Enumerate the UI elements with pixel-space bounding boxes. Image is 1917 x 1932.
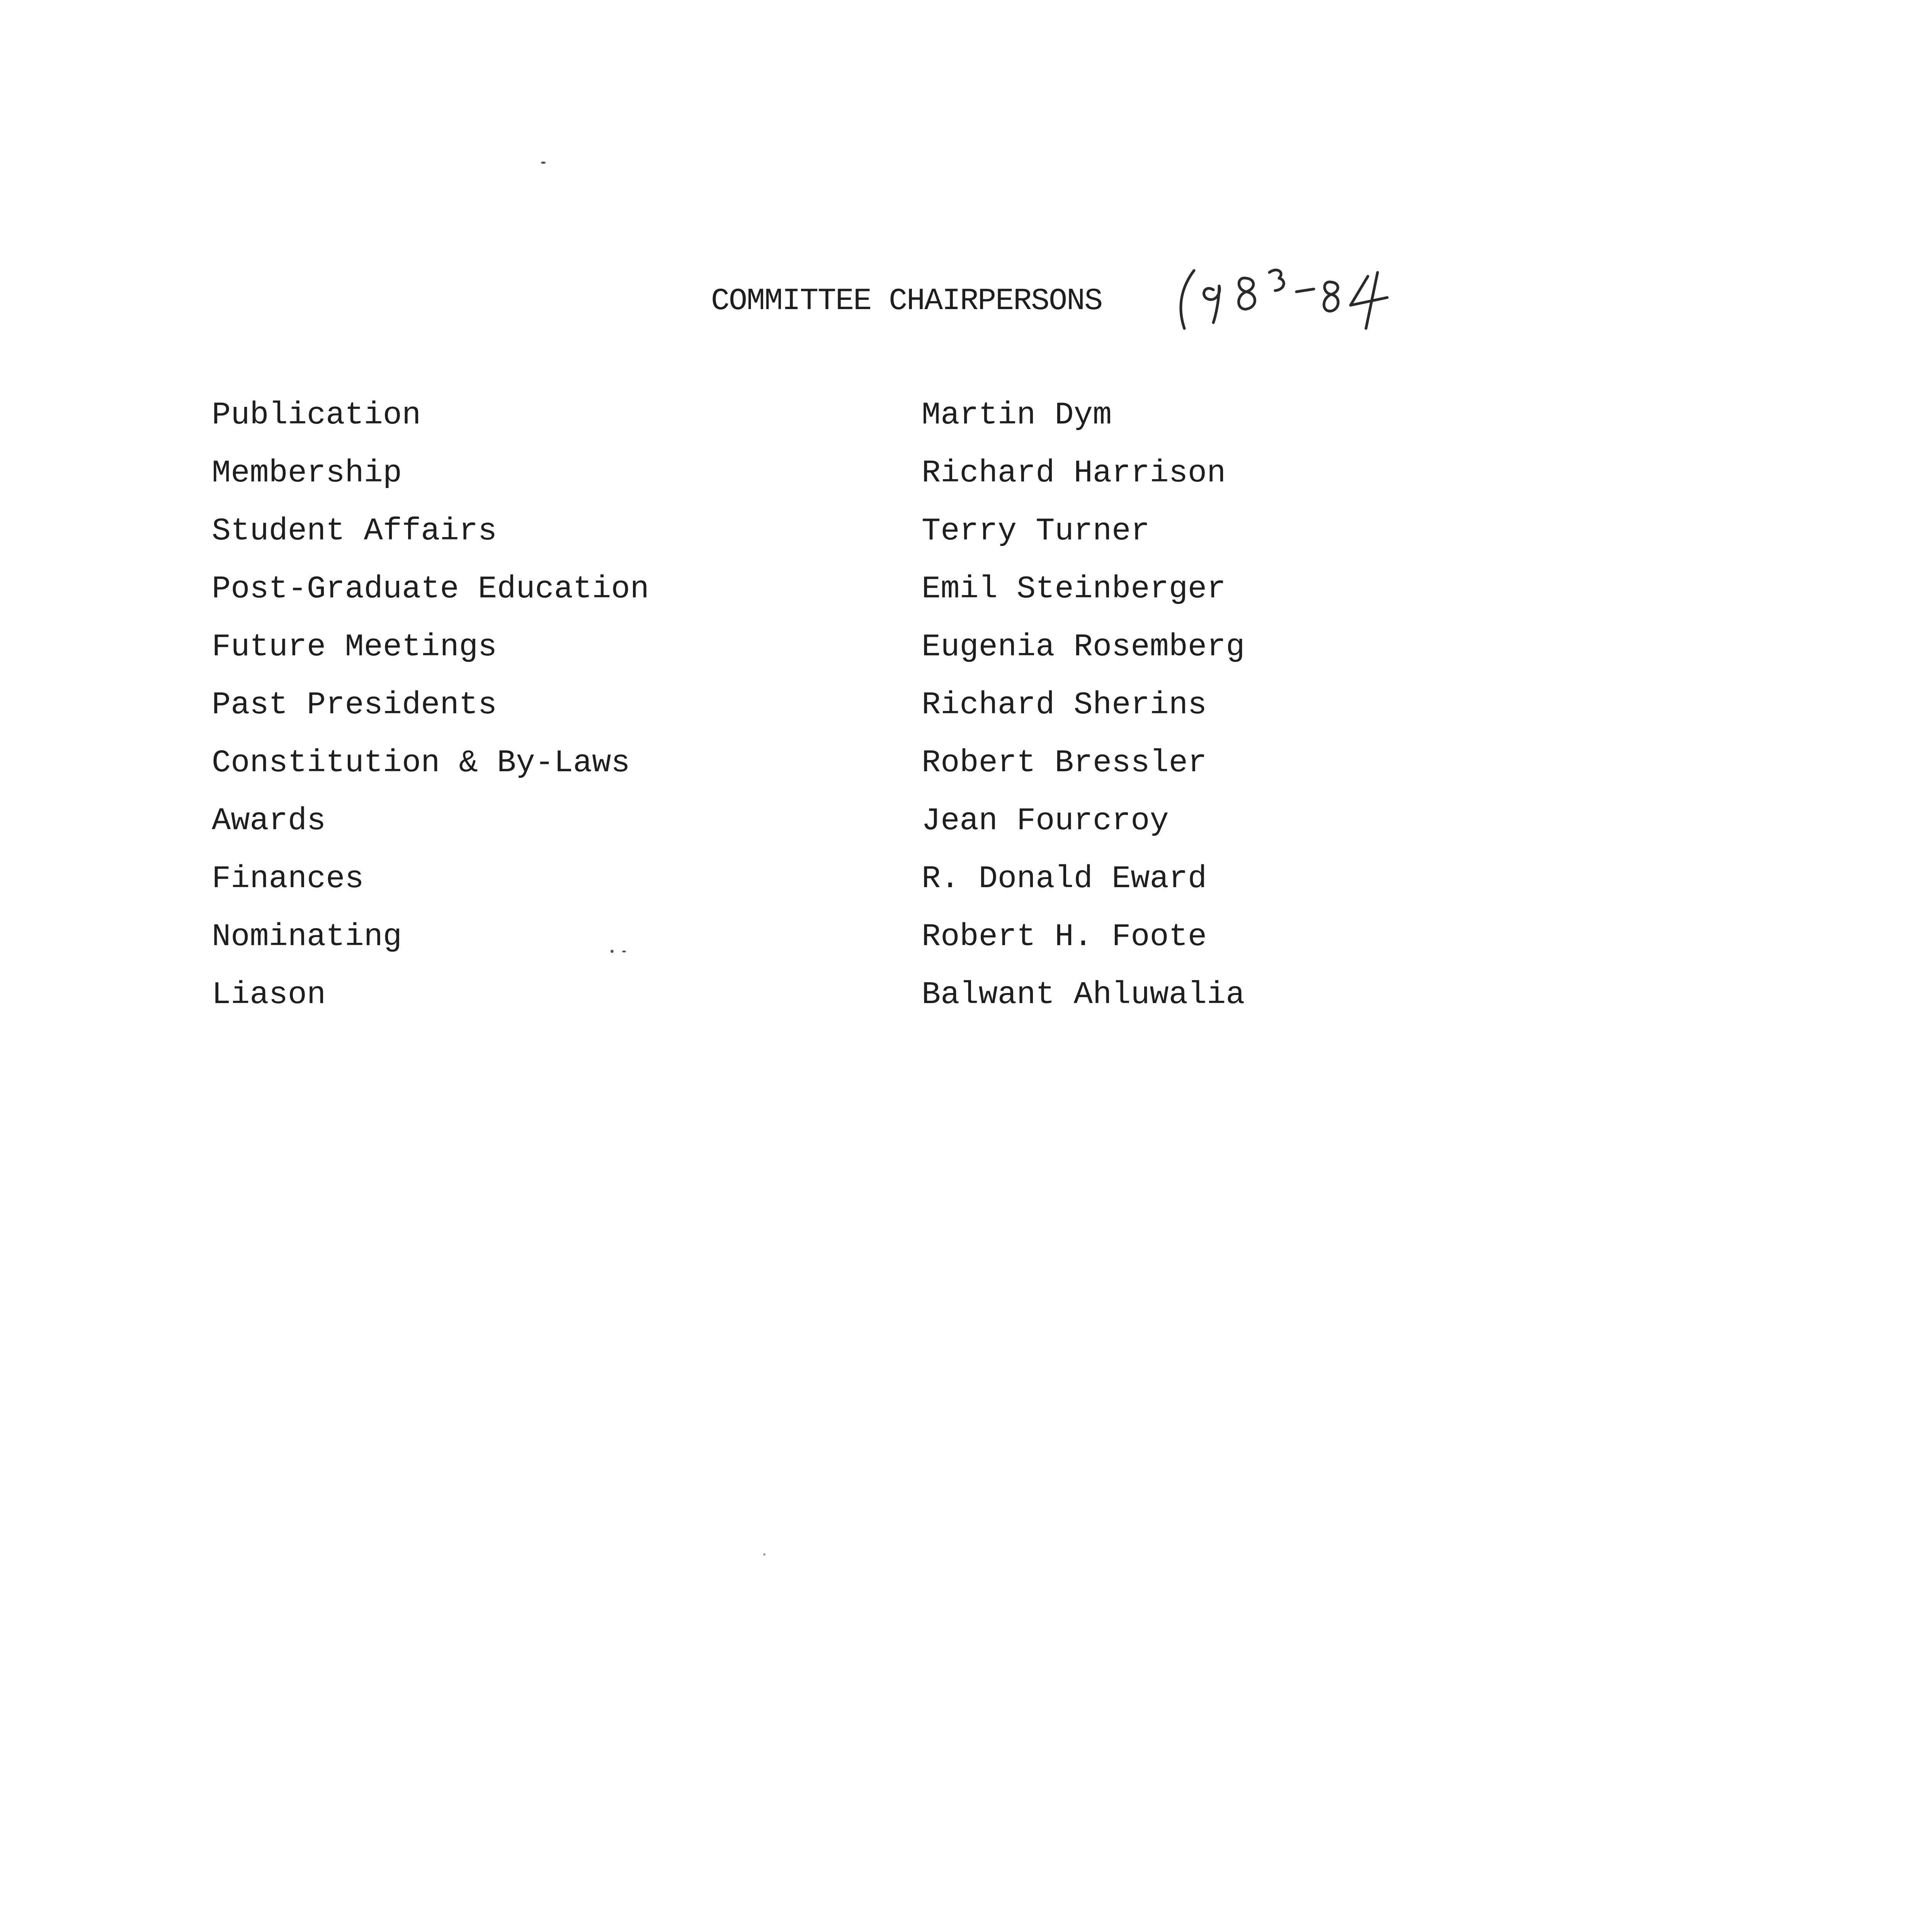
- chairperson-name: Martin Dym: [922, 397, 1112, 433]
- committee-name: Finances: [212, 861, 364, 897]
- chairperson-name: Terry Turner: [922, 513, 1150, 549]
- chairperson-name: Robert Bressler: [922, 745, 1207, 781]
- scan-speck: [611, 950, 614, 953]
- committee-name: Liason: [212, 977, 326, 1013]
- chairperson-name: Richard Sherins: [922, 687, 1207, 723]
- committee-name: Nominating: [212, 919, 402, 955]
- committee-row: [0, 742, 1917, 784]
- chairperson-name: R. Donald Eward: [922, 861, 1207, 897]
- committee-row: [0, 510, 1917, 553]
- committee-name: Awards: [212, 803, 326, 839]
- committee-name: Past Presidents: [212, 687, 497, 723]
- chairperson-name: Jean Fourcroy: [922, 803, 1169, 839]
- scan-speck: [622, 951, 626, 952]
- scan-speck: [541, 162, 546, 164]
- committee-row: [0, 568, 1917, 611]
- committee-row: [0, 858, 1917, 900]
- committee-name: Membership: [212, 455, 402, 491]
- committee-row: [0, 452, 1917, 495]
- committee-row: [0, 800, 1917, 842]
- page-title: COMMITTEE CHAIRPERSONS: [711, 284, 1102, 319]
- committee-row: [0, 684, 1917, 726]
- chairperson-name: Emil Steinberger: [922, 571, 1226, 607]
- committee-name: Future Meetings: [212, 629, 497, 665]
- handwritten-year-note: [1167, 255, 1403, 344]
- chairperson-name: Eugenia Rosemberg: [922, 629, 1245, 665]
- committee-name: Publication: [212, 397, 421, 433]
- chairperson-name: Richard Harrison: [922, 455, 1226, 491]
- committee-row: [0, 394, 1917, 437]
- scan-speck: [763, 1553, 765, 1556]
- committee-name: Student Affairs: [212, 513, 497, 549]
- committee-name: Post-Graduate Education: [212, 571, 649, 607]
- chairperson-name: Robert H. Foote: [922, 919, 1207, 955]
- committee-row: [0, 974, 1917, 1016]
- chairperson-name: Balwant Ahluwalia: [922, 977, 1245, 1013]
- committee-name: Constitution & By-Laws: [212, 745, 630, 781]
- committee-row: [0, 626, 1917, 668]
- committee-row: [0, 916, 1917, 958]
